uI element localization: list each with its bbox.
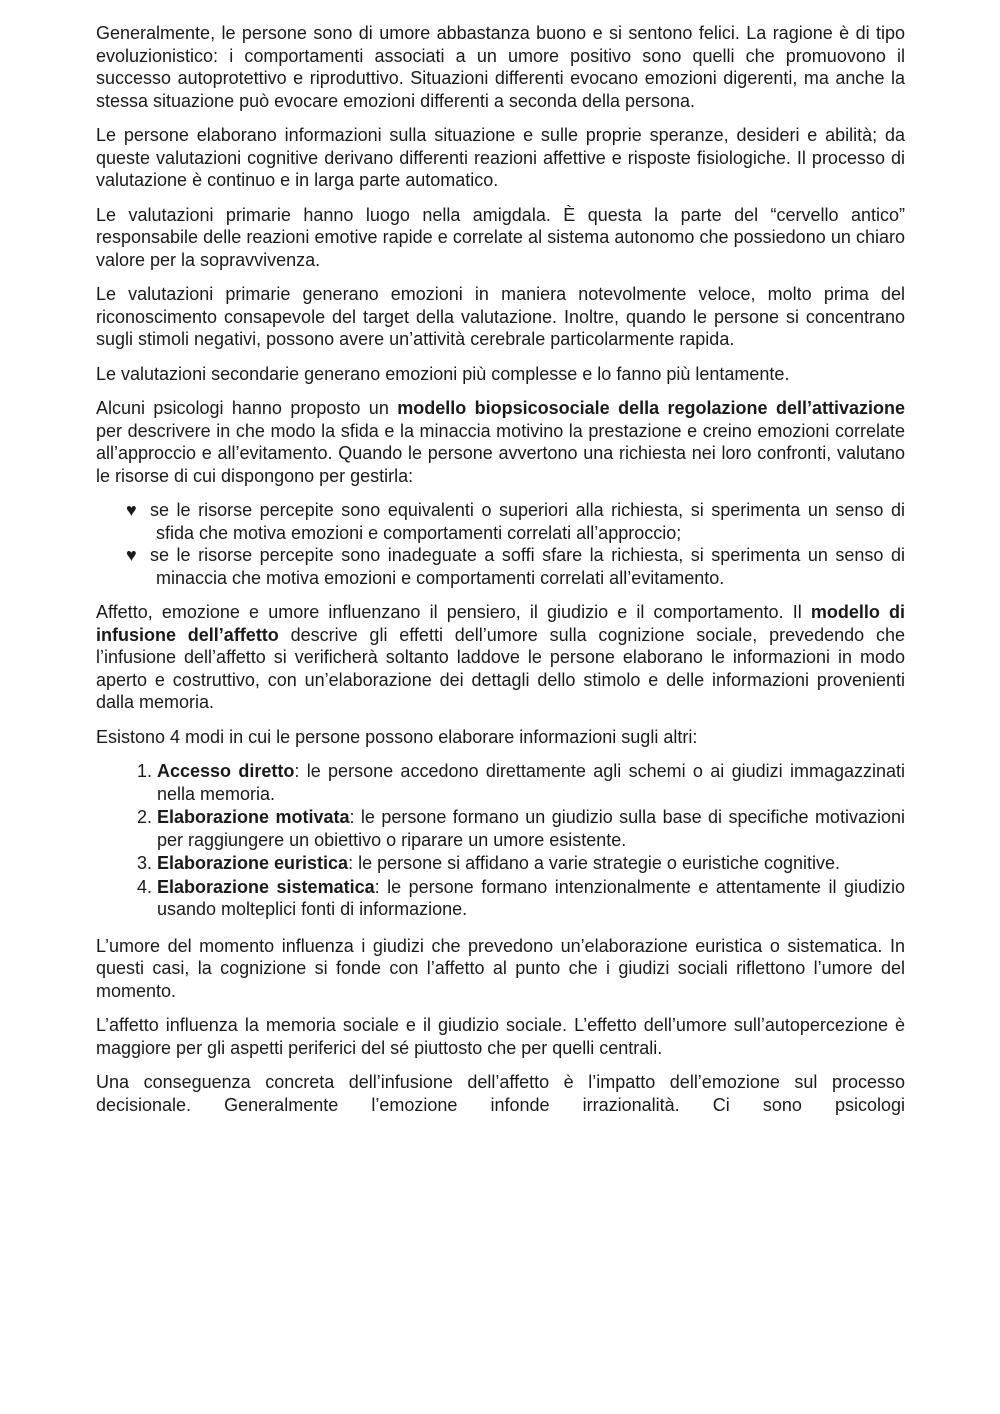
paragraph-umore-giudizi: L’umore del momento influenza i giudizi che prevedono un’elaborazione euristica o sistematica. In questi casi, la cognizione si fonde con l’affetto al punto che i giudizi sociali riflettono l’umore del momento. bbox=[96, 935, 905, 1001]
paragraph-modi-elaborazione-intro: Esistono 4 modi in cui le persone possono elaborare informazioni sugli altri: bbox=[96, 726, 698, 747]
list-item bbox=[157, 876, 905, 921]
list-item-text: : le persone accedono direttamente agli schemi o ai giudizi immagazzinati nella memoria. bbox=[157, 761, 905, 804]
list-item-text: : le persone si affidano a varie strategie o euristiche cognitive. bbox=[348, 853, 841, 873]
numbered-list bbox=[96, 760, 905, 921]
list-item-text: : le persone formano un giudizio sulla base di specifiche motivazioni per raggiungere un obiettivo o riparare un umore esistente. bbox=[157, 807, 905, 850]
list-item bbox=[126, 499, 905, 544]
paragraph-modello-infusione bbox=[96, 601, 905, 714]
bold-term: Elaborazione euristica bbox=[157, 853, 349, 873]
heart-icon: ♥ bbox=[126, 545, 137, 565]
text-run: Alcuni psicologi hanno proposto un bbox=[96, 398, 398, 418]
paragraph-valutazioni-secondarie: Le valutazioni secondarie generano emozioni più complesse e lo fanno più lentamente. bbox=[96, 363, 790, 384]
paragraph-modello-biopsicosociale bbox=[96, 397, 905, 487]
bold-term: Accesso diretto bbox=[157, 761, 295, 781]
list-item bbox=[157, 852, 905, 875]
text-run: descrive gli effetti dell’umore sulla cognizione sociale, prevedendo che l’infusione dell’affetto si verificherà soltanto laddove le persone elaborano le informazioni in modo aperto e costruttivo, con un’elaborazione dei dettagli dello stimolo e delle informazioni provenienti dalla memoria. bbox=[96, 624, 905, 712]
text-run: per descrivere in che modo la sfida e la minaccia motivino la prestazione e creino emozioni correlate all’approccio e all’evitamento. Quando le persone avvertono una richiesta nei loro confronti, valutano le risorse di cui dispongono per gestirla: bbox=[96, 420, 905, 486]
paragraph-memoria-sociale: L’affetto influenza la memoria sociale e il giudizio sociale. L’effetto dell’umore sull’autopercezione è maggiore per gli aspetti periferici del sé piuttosto che per quelli centrali. bbox=[96, 1015, 905, 1058]
bold-term: Elaborazione motivata bbox=[157, 807, 350, 827]
bold-term: modello biopsicosociale della regolazione dell’attivazione bbox=[397, 398, 905, 418]
paragraph-valutazioni-cognitive: Le persone elaborano informazioni sulla situazione e sulle proprie speranze, desideri e abilità; da queste valutazioni cognitive derivano differenti reazioni affettive e risposte fisiologiche. Il processo di valutazione è continuo e in larga parte automatico. bbox=[96, 125, 905, 190]
bold-term: Elaborazione sistematica bbox=[157, 876, 375, 897]
paragraph-valutazioni-primarie-velocita: Le valutazioni primarie generano emozioni in maniera notevolmente veloce, molto prima del riconoscimento consapevole del target della valutazione. Inoltre, quando le persone si concentrano sugli stimoli negativi, possono avere un’attività cerebrale particolarmente rapida. bbox=[96, 284, 905, 349]
paragraph-valutazioni-primarie-amigdala: Le valutazioni primarie hanno luogo nella amigdala. È questa la parte del “cervello antico” responsabile delle reazioni emotive rapide e correlate al sistema autonomo che possiedono un chiaro valore per la sopravvivenza. bbox=[96, 204, 905, 270]
list-item bbox=[157, 760, 905, 805]
heart-icon: ♥ bbox=[126, 500, 137, 520]
text-run: Affetto, emozione e umore influenzano il pensiero, il giudizio e il comportamento. Il bbox=[96, 602, 811, 622]
list-item-text: se le risorse percepite sono equivalenti o superiori alla richiesta, si sperimenta un senso di sfida che motiva emozioni e comportamenti correlati all’approccio; bbox=[150, 500, 905, 543]
list-item bbox=[126, 544, 905, 589]
paragraph-umore-felicita: Generalmente, le persone sono di umore abbastanza buono e si sentono felici. La ragione è di tipo evoluzionistico: i comportamenti associati a un umore positivo sono quelli che promuovono il successo autoprotettivo e riproduttivo. Situazioni differenti evocano emozioni digerenti, ma anche la stessa situazione può evocare emozioni differenti a seconda della persona. bbox=[96, 23, 905, 111]
list-item-text: : le persone formano intenzionalmente e attentamente il giudizio usando molteplici fonti di informazione. bbox=[157, 876, 906, 919]
list-item bbox=[157, 806, 905, 851]
list-item-text: se le risorse percepite sono inadeguate a soffi sfare la richiesta, si sperimenta un senso di minaccia che motiva emozioni e comportamenti correlati all’evitamento. bbox=[150, 545, 905, 588]
bold-term: modello di infusione dell’affetto bbox=[96, 602, 905, 645]
bullet-list bbox=[96, 499, 905, 589]
paragraph-processo-decisionale: Una conseguenza concreta dell’infusione dell’affetto è l’impatto dell’emozione sul processo decisionale. Generalmente l’emozione infonde irrazionalità. Ci sono psicologi bbox=[96, 1072, 905, 1115]
